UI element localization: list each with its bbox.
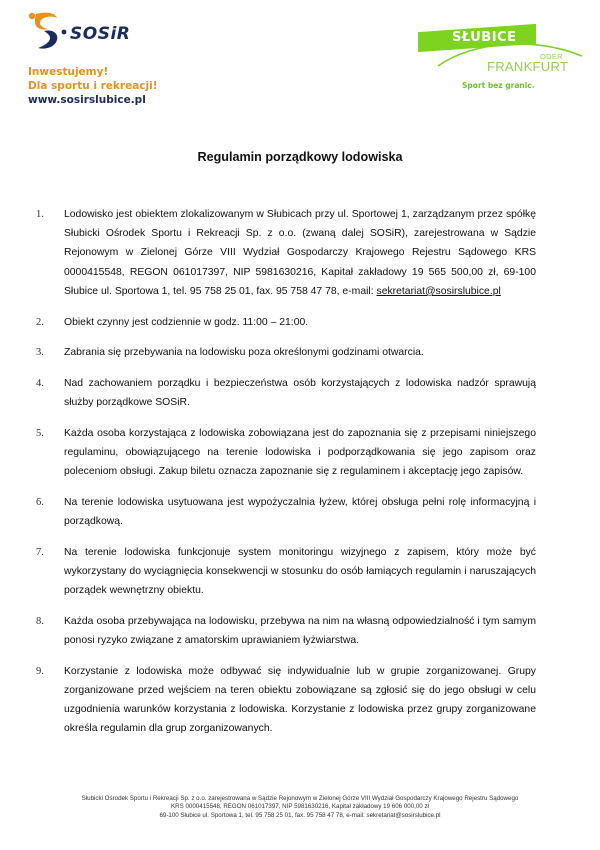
slogan-line-2: Dla sportu i rekreacji! [28, 80, 158, 92]
sosir-figure-icon [26, 10, 70, 54]
rule-item [34, 493, 536, 531]
rules-list [34, 205, 536, 750]
rule-number: 9. [36, 665, 44, 677]
slubice-frankfurt-logo [412, 22, 592, 94]
slogan-line-1: Inwestujemy! [28, 66, 109, 78]
email-link[interactable]: sekretariat@sosirslubice.pl [376, 285, 501, 297]
rule-text: Każda osoba korzystająca z lodowiska zobowiązana jest do zapoznania się z przepisami niniejszego regulaminu, obowiązującego na terenie lodowiska i podporządkowania się jego zapisom oraz poleceniom obsługi. Zakup biletu oznacza zapoznanie się z regulaminem i akceptację jego zapisów. [64, 427, 536, 478]
document-title: Regulamin porządkowy lodowiska [197, 150, 403, 164]
rule-text: Obiekt czynny jest codziennie w godz. 11:00 – 21:00. [64, 316, 309, 328]
rule-item [34, 343, 536, 362]
rule-text: Lodowisko jest obiektem zlokalizowanym w Słubicach przy ul. Sportowej 1, zarządzanym przez spółkę Słubicki Ośrodek Sportu i Rekreacji Sp. z o.o. (zwaną dalej SOSiR), zarejestrowana w Sądzie Rejonowym w Zielonej Górze VIII Wydział Gospodarczy Krajowego Rejestru Sądowego KRS 0000415548, REGON 061017397, NIP 5981630216, Kapitał zakładowy 19 565 500,00 zł, 69-100 Słubice ul. Sportowa 1, tel. 95 758 25 01, fax. 95 758 47 78, e-mail: sekretariat@sosirslubice.pl [64, 209, 536, 297]
frankfurt-label: FRANKFURT [487, 59, 569, 74]
rule-text: Nad zachowaniem porządku i bezpieczeństwa osób korzystających z lodowiska nadzór sprawują służby porządkowe SOSiR. [64, 377, 536, 409]
rule-number: 8. [36, 615, 44, 627]
sosir-logo [26, 10, 146, 54]
page-footer [0, 795, 600, 820]
rule-text: Każda osoba przebywająca na lodowisku, przebywa na nim na własną odpowiedzialność i tym samym ponosi ryzyko związane z amatorskim uprawianiem łyżwiarstwa. [64, 615, 536, 647]
footer-line-1: Słubicki Ośrodek Sportu i Rekreacji Sp. z o.o. zarejestrowana w Sądzie Rejonowym w Zielonej Górze VIII Wydział Gospodarczy Krajowego Rejestru Sądowego [81, 795, 519, 802]
rule-text: Na terenie lodowiska funkcjonuje system monitoringu wizyjnego z zapisem, który może być wykorzystany do wyciągnięcia konsekwencji w stosunku do osób łamiących regulamin i naruszających porządek wewnętrzny obiektu. [64, 546, 536, 597]
website-link[interactable]: www.sosirslubice.pl [28, 94, 146, 106]
rule-number: 5. [36, 427, 44, 439]
rule-number: 6. [36, 496, 44, 508]
rule-item [34, 374, 536, 412]
rule-item [34, 612, 536, 650]
rule-item [34, 424, 536, 482]
rule-number: 7. [36, 546, 44, 558]
slubice-wordmark: SŁUBICE [452, 30, 517, 45]
rule-number: 3. [36, 347, 44, 359]
rule-item [34, 662, 536, 739]
rule-item [34, 543, 536, 601]
sosir-wordmark: SOSiR [70, 24, 131, 44]
oder-label: ODER [540, 52, 563, 61]
rule-number: 4. [36, 377, 44, 389]
footer-line-2: KRS 0000415548, REGON 061017397, NIP 5981630216, Kapitał zakładowy 19 606 000,00 zł [171, 803, 429, 811]
rule-text: Na terenie lodowiska usytuowana jest wypożyczalnia łyżew, której obsługa pełni rolę informacyjną i porządkową. [64, 496, 536, 528]
slogan [28, 65, 158, 107]
logo-tagline: Sport bez granic. [462, 81, 535, 90]
rule-item [34, 205, 536, 301]
rule-text: Zabrania się przebywania na lodowisku poza określonymi godzinami otwarcia. [64, 347, 424, 359]
rule-item [34, 313, 536, 332]
rule-number: 1. [36, 209, 44, 220]
rule-number: 2. [36, 316, 44, 328]
rule-text: Korzystanie z lodowiska może odbywać się indywidualnie lub w grupie zorganizowanej. Grupy zorganizowane przed wejściem na teren obiektu zobowiązane są zgłosić się do jego obsługi w celu uzgodnienia warunków korzystania z lodowiska. Korzystanie z lodowiska przez grupy zorganizowane określa regulamin dla grup zorganizowanych. [64, 665, 536, 735]
page-header [0, 0, 600, 120]
footer-line-3: 69-100 Słubice ul. Sportowa 1, tel. 95 758 25 01, fax. 95 758 47 78, e-mail: sekretariat@sosirslubice.pl [159, 811, 441, 819]
